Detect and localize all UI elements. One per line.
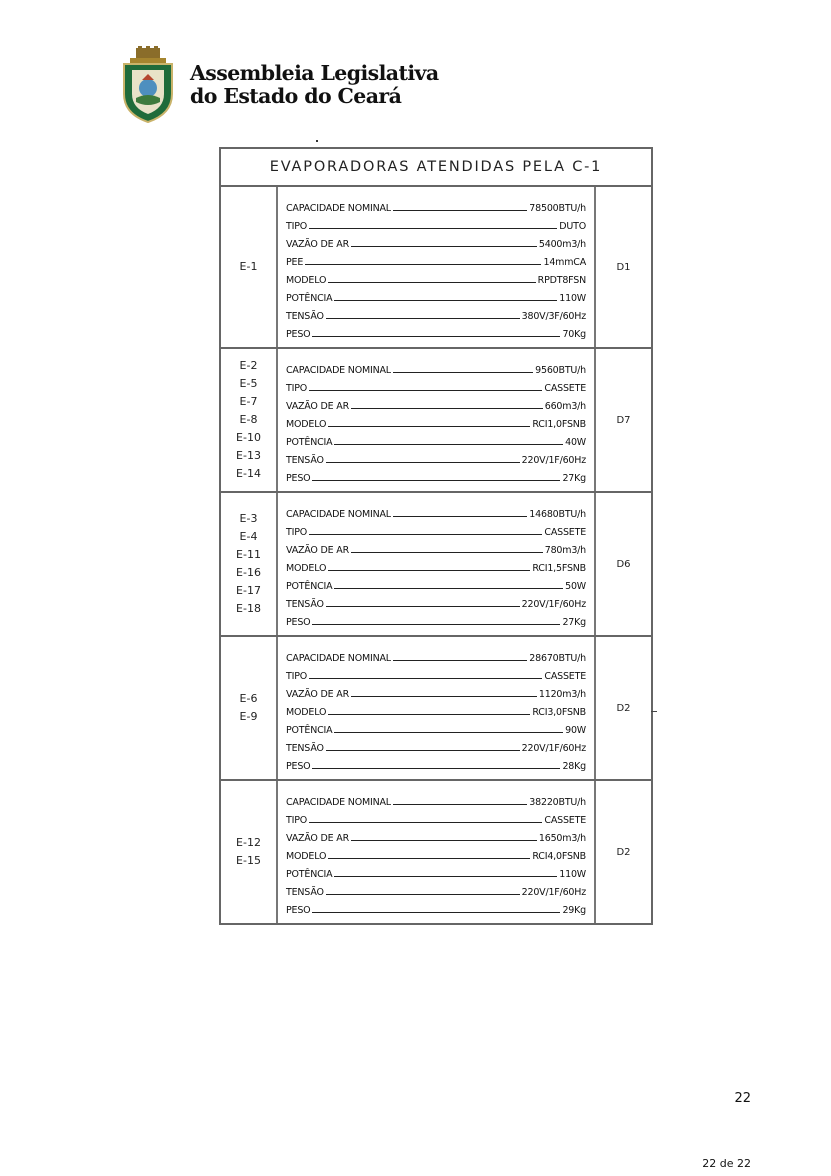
leader-line (393, 372, 533, 373)
equipment-block (219, 185, 653, 347)
leader-line (334, 732, 563, 733)
evaporator-id: E-9 (239, 710, 258, 723)
spec-label: TIPO (286, 383, 308, 394)
leader-line (351, 696, 537, 697)
spec-label: TENSÃO (286, 455, 324, 466)
leader-line (328, 282, 535, 283)
spec-label: TENSÃO (286, 311, 324, 322)
spec-row (286, 664, 586, 682)
leader-line (312, 768, 560, 769)
evaporator-id: E-3 (239, 512, 258, 525)
evaporator-list (221, 781, 278, 923)
evaporator-id: E-18 (236, 602, 261, 615)
spec-value: 27Kg (562, 473, 586, 484)
leader-line (351, 246, 537, 247)
evaporator-list (221, 637, 278, 779)
spec-row (286, 448, 586, 466)
spec-label: POTÊNCIA (286, 725, 333, 736)
spec-row (286, 358, 586, 376)
spec-label: CAPACIDADE NOMINAL (286, 509, 391, 520)
spec-label: TENSÃO (286, 743, 324, 754)
spec-row (286, 376, 586, 394)
spec-label: POTÊNCIA (286, 869, 333, 880)
drawing-mark (316, 140, 318, 142)
leader-line (312, 480, 560, 481)
leader-line (351, 840, 537, 841)
spec-row (286, 700, 586, 718)
evaporator-id: E-13 (236, 449, 261, 462)
spec-value: CASSETE (544, 815, 586, 826)
spec-row (286, 214, 586, 232)
spec-value: RCI1,5FSNB (532, 563, 586, 574)
spec-row (286, 412, 586, 430)
spec-value: CASSETE (544, 383, 586, 394)
spec-value: RCI4,0FSNB (532, 851, 586, 862)
leader-line (312, 912, 560, 913)
spec-value: 40W (565, 437, 586, 448)
evaporator-list (221, 493, 278, 635)
spec-value: CASSETE (544, 527, 586, 538)
leader-line (351, 408, 543, 409)
spec-value: 70Kg (562, 329, 586, 340)
spec-list (278, 781, 596, 923)
spec-row (286, 556, 586, 574)
equipment-block (219, 779, 653, 925)
leader-line (309, 228, 557, 229)
spec-label: POTÊNCIA (286, 293, 333, 304)
drain-id: D2 (616, 702, 631, 714)
spec-row (286, 844, 586, 862)
org-line-1: Assembleia Legislativa (190, 61, 439, 85)
spec-label: VAZÃO DE AR (286, 239, 349, 250)
equipment-block (219, 635, 653, 779)
spec-label: VAZÃO DE AR (286, 689, 349, 700)
spec-row (286, 880, 586, 898)
spec-row (286, 196, 586, 214)
spec-label: MODELO (286, 707, 327, 718)
evaporator-id: E-10 (236, 431, 261, 444)
spec-value: 9560BTU/h (535, 365, 586, 376)
evaporator-id: E-6 (239, 692, 258, 705)
spec-value: 90W (565, 725, 586, 736)
spec-row (286, 322, 586, 340)
leader-line (393, 516, 527, 517)
spec-row (286, 286, 586, 304)
spec-label: TIPO (286, 671, 308, 682)
spec-label: PESO (286, 905, 311, 916)
spec-value: 29Kg (562, 905, 586, 916)
evaporator-id: E-16 (236, 566, 261, 579)
spec-value: 220V/1F/60Hz (521, 887, 586, 898)
leader-line (393, 210, 527, 211)
spec-row (286, 754, 586, 772)
evaporator-id: E-12 (236, 836, 261, 849)
spec-value: 28670BTU/h (529, 653, 586, 664)
leader-line (334, 588, 563, 589)
org-line-2: do Estado do Ceará (190, 84, 402, 108)
spec-value: 38220BTU/h (529, 797, 586, 808)
spec-label: VAZÃO DE AR (286, 545, 349, 556)
spec-value: RPDT8FSN (537, 275, 586, 286)
evaporators-table (219, 147, 653, 925)
spec-label: POTÊNCIA (286, 581, 333, 592)
leader-line (309, 534, 542, 535)
spec-row (286, 862, 586, 880)
spec-label: PESO (286, 617, 311, 628)
evaporator-list (221, 349, 278, 491)
spec-row (286, 502, 586, 520)
spec-row (286, 826, 586, 844)
evaporator-id: E-7 (239, 395, 258, 408)
drawing-mark (651, 711, 657, 712)
evaporator-id: E-1 (239, 260, 258, 273)
spec-row (286, 808, 586, 826)
spec-row (286, 304, 586, 322)
leader-line (334, 444, 563, 445)
spec-row (286, 250, 586, 268)
spec-label: VAZÃO DE AR (286, 833, 349, 844)
evaporator-id: E-17 (236, 584, 261, 597)
page-header (120, 46, 439, 124)
page-count: 22 de 22 (702, 1157, 751, 1170)
leader-line (326, 894, 520, 895)
spec-label: TIPO (286, 527, 308, 538)
spec-label: PESO (286, 761, 311, 772)
evaporator-id: E-11 (236, 548, 261, 561)
leader-line (334, 300, 557, 301)
leader-line (312, 624, 560, 625)
spec-label: POTÊNCIA (286, 437, 333, 448)
spec-row (286, 610, 586, 628)
spec-value: 27Kg (562, 617, 586, 628)
spec-value: 5400m3/h (538, 239, 586, 250)
coat-of-arms-icon (120, 46, 176, 124)
page-number: 22 (734, 1091, 751, 1106)
evaporator-id: E-4 (239, 530, 258, 543)
evaporator-id: E-14 (236, 467, 261, 480)
spec-label: MODELO (286, 851, 327, 862)
evaporator-id: E-5 (239, 377, 258, 390)
spec-row (286, 592, 586, 610)
equipment-block (219, 491, 653, 635)
spec-label: PEE (286, 257, 304, 268)
organization-name (190, 62, 439, 108)
spec-row (286, 466, 586, 484)
spec-list (278, 637, 596, 779)
evaporator-id: E-8 (239, 413, 258, 426)
spec-list (278, 349, 596, 491)
leader-line (309, 678, 542, 679)
spec-value: 220V/1F/60Hz (521, 599, 586, 610)
spec-value: 14mmCA (543, 257, 586, 268)
spec-row (286, 736, 586, 754)
drain-id: D6 (616, 558, 631, 570)
evaporator-list (221, 187, 278, 347)
spec-value: 660m3/h (544, 401, 586, 412)
spec-row (286, 898, 586, 916)
spec-list (278, 187, 596, 347)
leader-line (328, 714, 530, 715)
spec-value: 28Kg (562, 761, 586, 772)
spec-row (286, 520, 586, 538)
leader-line (328, 858, 530, 859)
leader-line (309, 822, 542, 823)
spec-value: CASSETE (544, 671, 586, 682)
leader-line (326, 750, 520, 751)
spec-label: MODELO (286, 419, 327, 430)
leader-line (393, 660, 527, 661)
leader-line (393, 804, 527, 805)
spec-value: RCI1,0FSNB (532, 419, 586, 430)
spec-row (286, 268, 586, 286)
spec-row (286, 232, 586, 250)
spec-value: 110W (559, 293, 586, 304)
spec-value: 220V/1F/60Hz (521, 455, 586, 466)
spec-value: 1650m3/h (538, 833, 586, 844)
spec-label: TENSÃO (286, 599, 324, 610)
spec-label: MODELO (286, 563, 327, 574)
leader-line (328, 426, 530, 427)
spec-label: PESO (286, 329, 311, 340)
spec-value: 14680BTU/h (529, 509, 586, 520)
spec-row (286, 538, 586, 556)
leader-line (334, 876, 557, 877)
spec-value: 110W (559, 869, 586, 880)
spec-row (286, 790, 586, 808)
evaporator-id: E-15 (236, 854, 261, 867)
drain-id: D1 (616, 261, 631, 273)
spec-label: TIPO (286, 221, 308, 232)
drain-id: D7 (616, 414, 631, 426)
spec-list (278, 493, 596, 635)
spec-row (286, 646, 586, 664)
spec-label: TENSÃO (286, 887, 324, 898)
spec-value: 50W (565, 581, 586, 592)
spec-value: 380V/3F/60Hz (521, 311, 586, 322)
spec-label: VAZÃO DE AR (286, 401, 349, 412)
spec-label: TIPO (286, 815, 308, 826)
leader-line (326, 606, 520, 607)
leader-line (326, 318, 520, 319)
drain-id: D2 (616, 846, 631, 858)
spec-label: CAPACIDADE NOMINAL (286, 365, 391, 376)
leader-line (309, 390, 542, 391)
spec-row (286, 574, 586, 592)
spec-row (286, 718, 586, 736)
leader-line (305, 264, 541, 265)
equipment-block (219, 347, 653, 491)
spec-value: 78500BTU/h (529, 203, 586, 214)
leader-line (328, 570, 530, 571)
spec-value: 1120m3/h (538, 689, 586, 700)
spec-value: DUTO (559, 221, 586, 232)
leader-line (312, 336, 560, 337)
evaporator-id: E-2 (239, 359, 258, 372)
spec-label: CAPACIDADE NOMINAL (286, 797, 391, 808)
spec-value: 220V/1F/60Hz (521, 743, 586, 754)
spec-row (286, 394, 586, 412)
spec-label: CAPACIDADE NOMINAL (286, 203, 391, 214)
table-title: EVAPORADORAS ATENDIDAS PELA C-1 (219, 147, 653, 185)
leader-line (351, 552, 543, 553)
spec-label: CAPACIDADE NOMINAL (286, 653, 391, 664)
spec-label: PESO (286, 473, 311, 484)
spec-value: RCI3,0FSNB (532, 707, 586, 718)
leader-line (326, 462, 520, 463)
spec-row (286, 430, 586, 448)
spec-row (286, 682, 586, 700)
spec-value: 780m3/h (544, 545, 586, 556)
spec-label: MODELO (286, 275, 327, 286)
